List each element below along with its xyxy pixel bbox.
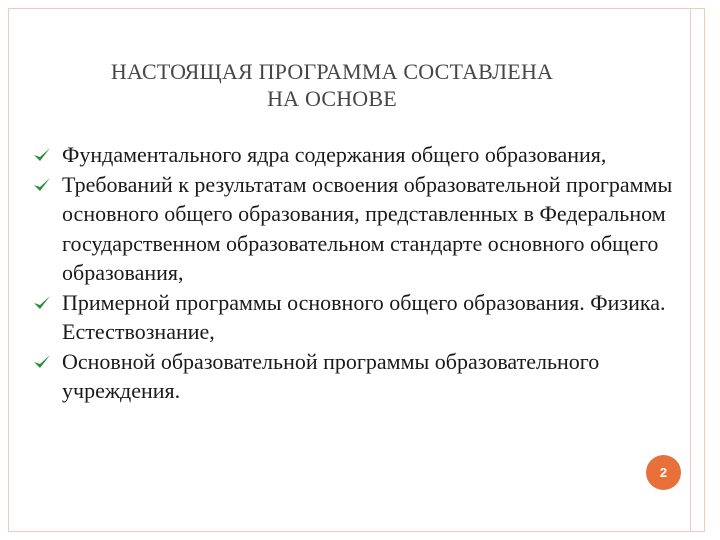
bullet-text: Фундаментального ядра содержания общего образования,	[62, 142, 607, 167]
bullet-text: Основной образовательной программы образовательного учреждения.	[62, 348, 600, 403]
list-item	[30, 140, 680, 170]
page-number-badge: 2	[646, 455, 681, 490]
list-item	[30, 170, 680, 288]
bullet-text: Требований к результатам освоения образовательной программы основного общего образования, представленных в Федеральном государственном образовательном стандарте основного общего образования,	[62, 171, 673, 285]
title-line-2: НА ОСНОВЕ	[267, 86, 397, 111]
checkmark-icon	[32, 176, 52, 194]
checkmark-icon	[32, 353, 52, 371]
slide-title	[52, 58, 612, 112]
checkmark-icon	[32, 146, 52, 164]
bullet-text: Примерной программы основного общего образования. Физика. Естествознание,	[62, 289, 666, 344]
list-item	[30, 347, 680, 406]
frame-divider-line	[690, 8, 691, 532]
bullet-list	[30, 140, 680, 406]
checkmark-icon	[32, 294, 52, 312]
title-line-1: НАСТОЯЩАЯ ПРОГРАММА СОСТАВЛЕНА	[110, 59, 554, 84]
list-item	[30, 288, 680, 347]
